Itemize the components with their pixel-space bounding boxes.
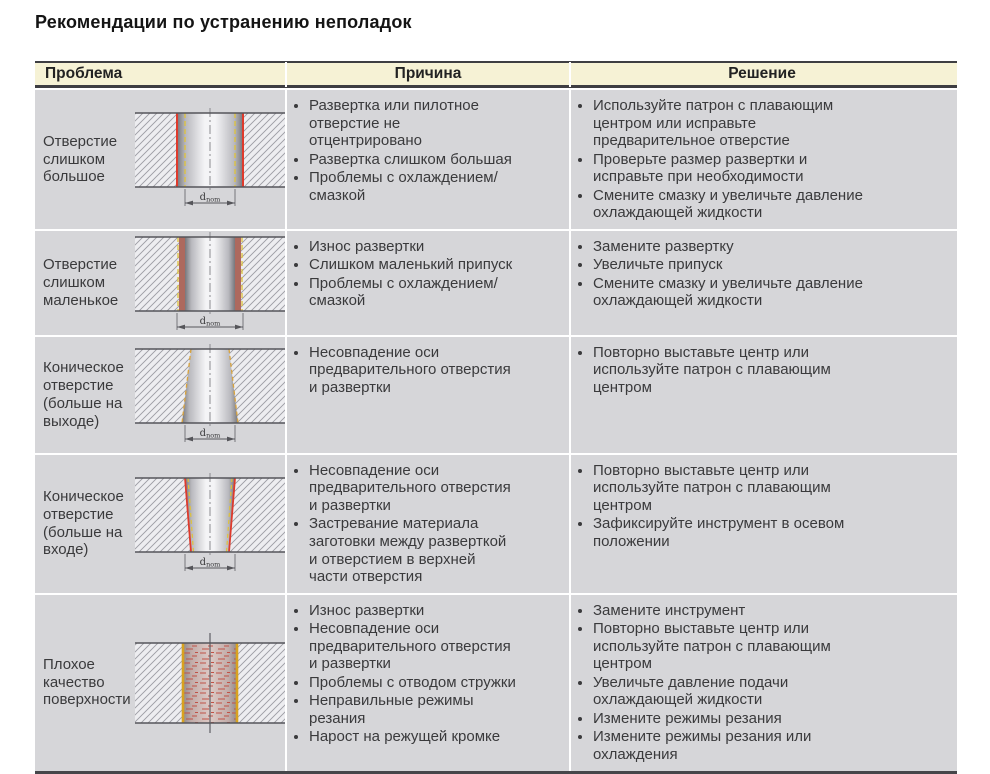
problem-label: Коническое отверстие (больше на выходе): [43, 359, 124, 430]
troubleshooting-table: [35, 61, 957, 774]
solution-item: • Смените смазку и увеличьте давление охлаждающей жидкости: [593, 187, 863, 222]
cause-cell: [287, 337, 571, 453]
cause-item: • Слишком маленький припуск: [309, 256, 517, 274]
solution-cell: [571, 337, 953, 453]
cause-item: • Проблемы с охлаждением/смазкой: [309, 169, 517, 204]
cause-item: • Несовпадение оси предварительного отверстия и развертки: [309, 620, 517, 673]
cause-item: • Нарост на режущей кромке: [309, 728, 517, 746]
solution-item: • Зафиксируйте инструмент в осевом положении: [593, 515, 863, 550]
solution-item: • Повторно выставьте центр или используйте патрон с плавающим центром: [593, 462, 863, 515]
cause-item: • Проблемы с охлаждением/смазкой: [309, 275, 517, 310]
solution-item: • Увеличьте припуск: [593, 256, 863, 274]
solution-list: [571, 231, 901, 317]
table-row: [35, 90, 957, 229]
cause-list: [287, 595, 545, 753]
hole-too-large-diagram: [135, 107, 285, 211]
cause-item: • Развертка слишком большая: [309, 151, 517, 169]
solution-item: • Смените смазку и увеличьте давление охлаждающей жидкости: [593, 275, 863, 310]
solution-item: • Повторно выставьте центр или используйте патрон с плавающим центром: [593, 344, 863, 397]
dnom-dimension-label: dnom: [199, 315, 221, 328]
cause-cell: [287, 455, 571, 593]
problem-cell: [35, 337, 287, 453]
column-header-cause: Причина: [287, 62, 571, 87]
problem-cell: [35, 231, 287, 335]
solution-cell: [571, 595, 953, 771]
cause-item: • Износ развертки: [309, 238, 517, 256]
cause-item: • Развертка или пилотное отверстие не отцентрировано: [309, 97, 517, 150]
problem-cell: [35, 595, 287, 771]
solution-item: • Измените режимы резания или охлаждения: [593, 728, 863, 763]
page-title: Рекомендации по устранению неполадок: [35, 12, 412, 32]
cause-item: • Несовпадение оси предварительного отверстия и развертки: [309, 462, 517, 515]
solution-item: • Измените режимы резания: [593, 710, 863, 728]
cause-item: • Проблемы с отводом стружки: [309, 674, 517, 692]
table-row: [35, 337, 957, 453]
cause-cell: [287, 90, 571, 229]
solution-list: [571, 455, 901, 558]
cause-list: [287, 337, 545, 404]
solution-item: • Замените развертку: [593, 238, 863, 256]
cause-item: • Износ развертки: [309, 602, 517, 620]
tapered-hole-larger-at-entry-diagram: [135, 472, 285, 576]
cause-cell: [287, 231, 571, 335]
solution-list: [571, 595, 901, 771]
table-header-row: [35, 63, 957, 88]
tapered-hole-larger-at-exit-diagram: [135, 343, 285, 447]
dnom-dimension-label: dnom: [199, 427, 221, 440]
solution-item: • Повторно выставьте центр или используйте патрон с плавающим центром: [593, 620, 863, 673]
problem-label: Плохое качество поверхности: [43, 656, 131, 709]
hole-too-small-diagram: [135, 231, 285, 335]
cause-list: [287, 90, 545, 211]
problem-cell: [35, 455, 287, 593]
column-header-problem: Проблема: [35, 62, 287, 87]
problem-cell: [35, 90, 287, 229]
cause-list: [287, 231, 545, 317]
cause-item: • Неправильные режимы резания: [309, 692, 517, 727]
problem-label: Отверстие слишком маленькое: [43, 256, 119, 309]
cause-item: • Застревание материала заготовки между разверткой и отверстием в верхней части отверстия: [309, 515, 517, 585]
table-row: [35, 455, 957, 593]
cause-cell: [287, 595, 571, 771]
solution-item: • Замените инструмент: [593, 602, 863, 620]
solution-cell: [571, 231, 953, 335]
column-header-solution: Решение: [728, 64, 796, 82]
solution-item: • Проверьте размер развертки и исправьте при необходимости: [593, 151, 863, 186]
table-row: [35, 231, 957, 335]
cause-item: • Несовпадение оси предварительного отверстия и развертки: [309, 344, 517, 397]
problem-label: Коническое отверстие (больше на входе): [43, 488, 124, 559]
solution-cell: [571, 455, 953, 593]
poor-surface-finish-diagram: [135, 631, 285, 735]
solution-item: • Увеличьте давление подачи охлаждающей жидкости: [593, 674, 863, 709]
solution-list: [571, 337, 901, 404]
cause-list: [287, 455, 545, 593]
table-row: [35, 595, 957, 771]
solution-cell: [571, 90, 953, 229]
solution-list: [571, 90, 901, 229]
problem-label: Отверстие слишком большое: [43, 132, 118, 186]
solution-item: • Используйте патрон с плавающим центром или исправьте предварительное отверстие: [593, 97, 863, 150]
dnom-dimension-label: dnom: [199, 556, 221, 569]
dnom-dimension-label: dnom: [199, 192, 221, 204]
